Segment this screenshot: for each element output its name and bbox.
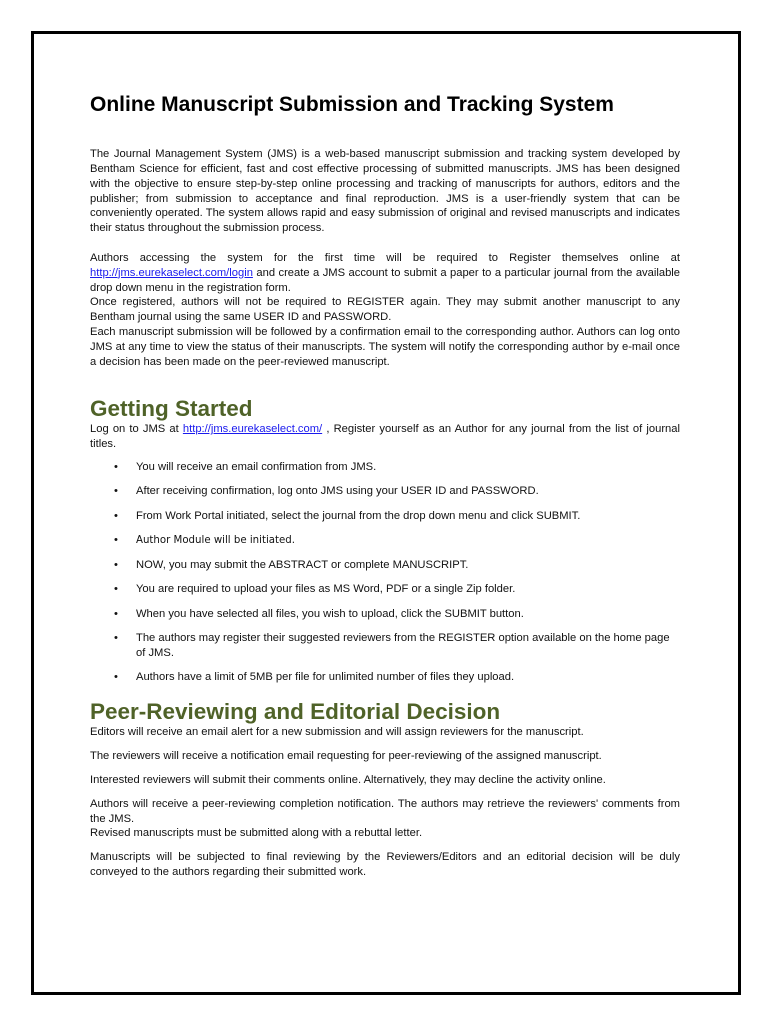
page-title: Online Manuscript Submission and Tracking System <box>90 93 614 116</box>
list-item-text: You will receive an email confirmation from JMS. <box>136 460 377 473</box>
peer-review-paragraph-5: Revised manuscripts must be submitted along with a rebuttal letter. <box>90 827 423 840</box>
getting-started-heading: Getting Started <box>90 396 253 422</box>
list-item-text: From Work Portal initiated, select the journal from the drop down menu and click SUBMIT. <box>136 509 581 522</box>
intro-paragraph-3: Once registered, authors will not be required to REGISTER again. They may submit another manuscript to any Bentham journal using the same USER ID and PASSWORD. <box>90 296 680 324</box>
bullet-icon: • <box>114 671 118 684</box>
jms-login-link[interactable]: http://jms.eurekaselect.com/login <box>90 266 253 279</box>
intro-text: and create a JMS account to submit a paper to a particular journal from the available drop down menu in the registration form. <box>90 266 680 294</box>
bullet-icon: • <box>114 509 118 522</box>
list-item-text: When you have selected all files, you wish to upload, click the SUBMIT button. <box>136 607 524 620</box>
getting-started-text: Log on to JMS at <box>90 423 183 436</box>
intro-paragraph-4: Each manuscript submission will be followed by a confirmation email to the corresponding author. Authors can log onto JMS at any time to view the status of their manuscripts. The system will notify the corresponding author by e-mail once a decision has been made on the peer-reviewed manuscript. <box>90 325 680 368</box>
jms-home-link[interactable]: http://jms.eurekaselect.com/ <box>182 423 323 436</box>
intro-paragraph-1: The Journal Management System (JMS) is a web-based manuscript submission and tracking system developed by Bentham Science for efficient, fast and cost effective processing of submitted manuscripts. JMS has been designed with the objective to ensure step-by-step online processing and tracking of manuscripts for authors, editors and the publisher; from submission to acceptance and final reproduction. JMS is a user-friendly system that can be conveniently operated. The system allows rapid and easy submission of original and revised manuscripts and indicates their status throughout the submission process. <box>90 148 680 235</box>
getting-started-text: , Register yourself as an Author for any journal from the list of journal titles. <box>90 423 680 451</box>
list-item <box>114 582 680 597</box>
bullet-icon: • <box>114 485 118 498</box>
getting-started-list <box>90 460 680 685</box>
list-item-text: NOW, you may submit the ABSTRACT or complete MANUSCRIPT. <box>136 559 469 572</box>
intro-text: Authors accessing the system for the first time will be required to Register themselves online at <box>90 251 680 264</box>
getting-started-intro <box>90 422 680 452</box>
peer-review-paragraph-2: The reviewers will receive a notification email requesting for peer-reviewing of the assigned manuscript. <box>90 750 602 763</box>
list-item <box>114 509 680 524</box>
list-item <box>114 533 680 549</box>
bullet-icon: • <box>114 533 118 546</box>
bullet-icon: • <box>114 583 118 596</box>
list-item <box>114 670 680 685</box>
peer-review-paragraph-3: Interested reviewers will submit their comments online. Alternatively, they may decline the activity online. <box>90 774 606 786</box>
peer-review-heading: Peer-Reviewing and Editorial Decision <box>90 699 501 725</box>
list-item <box>114 484 680 499</box>
list-item <box>114 558 680 573</box>
list-item-text: After receiving confirmation, log onto JMS using your USER ID and PASSWORD. <box>136 485 539 498</box>
peer-review-paragraph-6: Manuscripts will be subjected to final reviewing by the Reviewers/Editors and an editorial decision will be duly conveyed to the authors regarding their submitted work. <box>90 851 680 878</box>
list-item-text: Authors have a limit of 5MB per file for unlimited number of files they upload. <box>136 671 515 684</box>
list-item-text: The authors may register their suggested reviewers from the REGISTER option available on the home page of JMS. <box>136 632 670 659</box>
list-item-text: You are required to upload your files as MS Word, PDF or a single Zip folder. <box>136 583 516 596</box>
list-item <box>114 460 680 475</box>
peer-review-paragraph-1: Editors will receive an email alert for a new submission and will assign reviewers for the manuscript. <box>90 726 584 739</box>
intro-paragraph-2 <box>90 251 680 295</box>
document-content <box>90 92 680 880</box>
list-item-text: Author Module will be initiated. <box>136 534 296 546</box>
bullet-icon: • <box>114 607 118 620</box>
list-item <box>114 631 680 661</box>
bullet-icon: • <box>114 460 118 473</box>
peer-review-paragraph-4: Authors will receive a peer-reviewing completion notification. The authors may retrieve the reviewers' comments from the JMS. <box>90 797 680 825</box>
list-item <box>114 607 680 622</box>
bullet-icon: • <box>114 632 118 645</box>
bullet-icon: • <box>114 559 118 572</box>
